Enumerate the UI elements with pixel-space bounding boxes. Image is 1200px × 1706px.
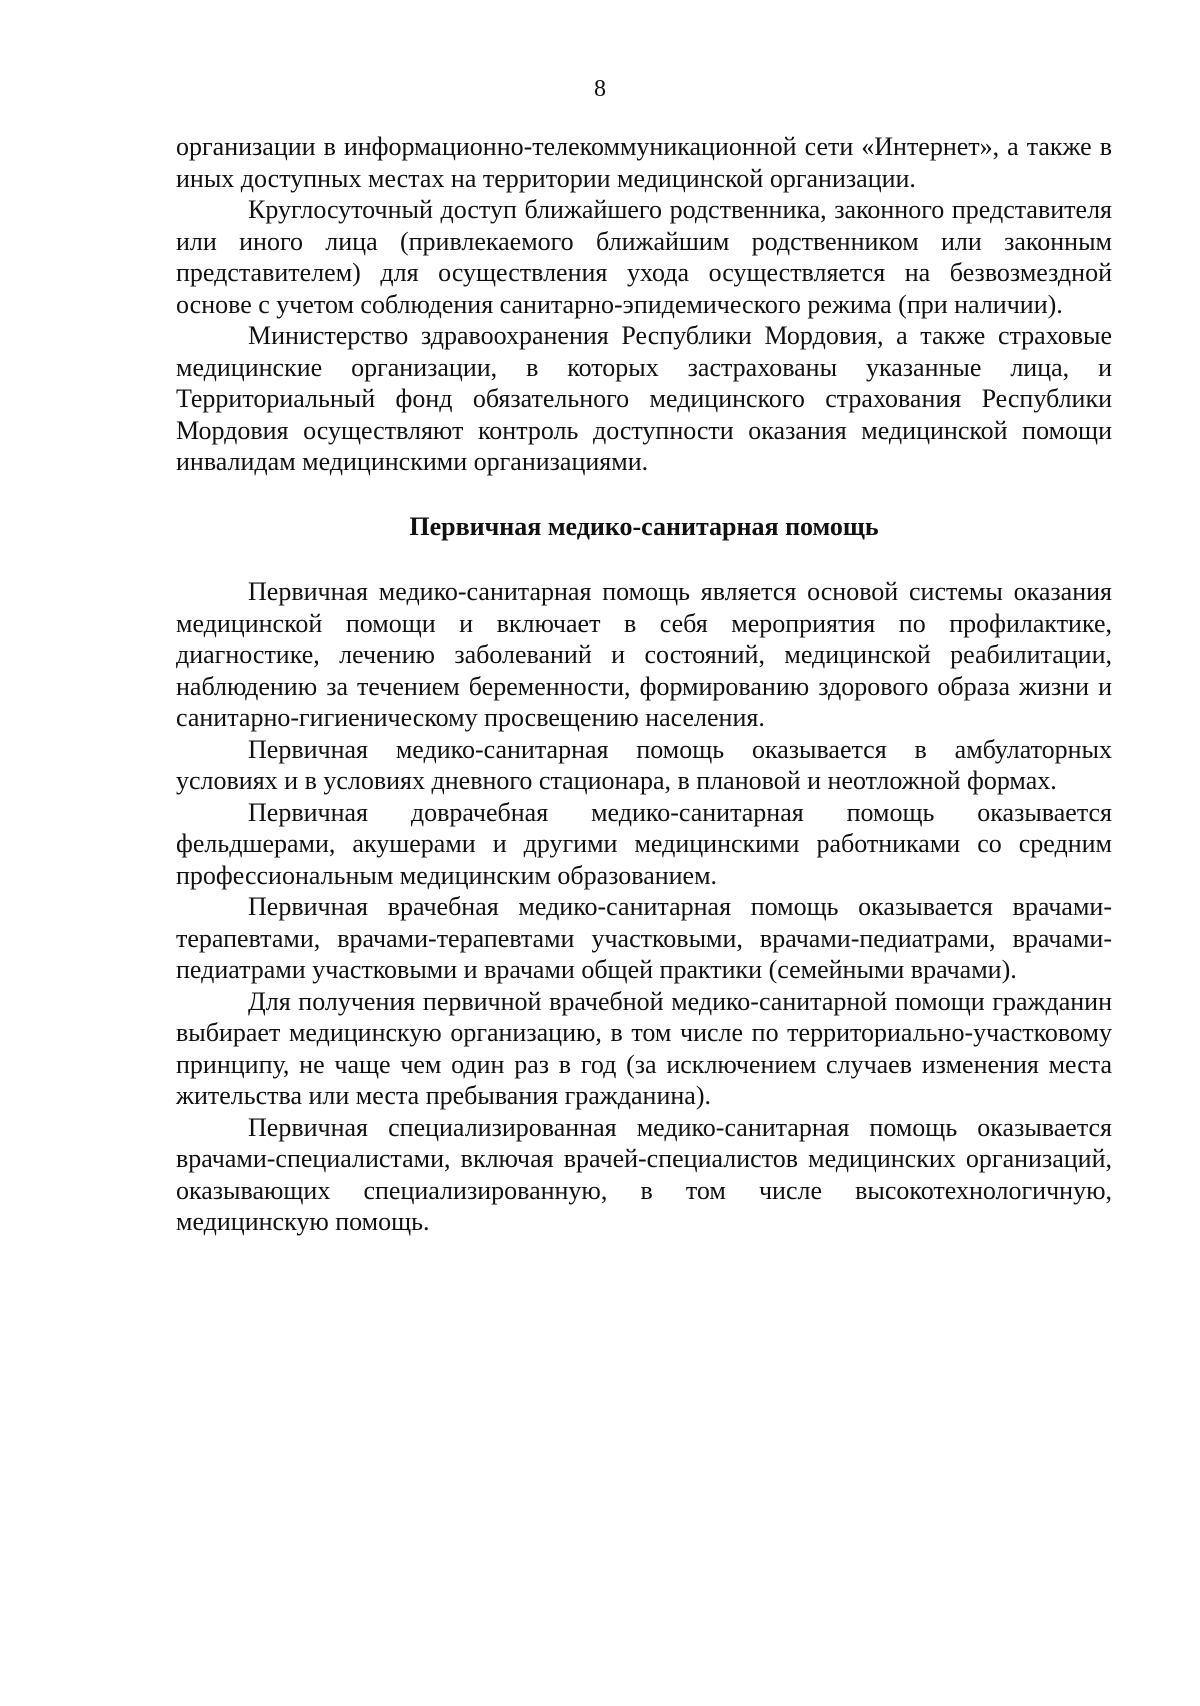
paragraph-physician-care: Первичная врачебная медико-санитарная помощь оказывается врачами-терапевтами, врачами-терапевтами участковыми, врачами-педиатрами, врачами-педиатрами участковыми и врачами общей практики (семейными врачами). bbox=[176, 892, 1112, 984]
paragraph-continuation: организации в информационно-телекоммуникационной сети «Интернет», а также в иных доступных местах на территории медицинской организации. bbox=[176, 132, 1112, 193]
paragraph-specialized-care: Первичная специализированная медико-санитарная помощь оказывается врачами-специалистами, включая врачей-специалистов медицинских организаций, оказывающих специализированную, в том числе высокотехнологичную, медицинскую помощь. bbox=[176, 1112, 1112, 1236]
paragraph-pre-medical-care: Первичная доврачебная медико-санитарная помощь оказывается фельдшерами, акушерами и другими медицинскими работниками со средним профессиональным медицинским образованием. bbox=[176, 797, 1112, 890]
paragraph-primary-care-basis: Первичная медико-санитарная помощь является основой системы оказания медицинской помощи и включает в себя мероприятия по профилактике, диагностике, лечению заболеваний и состояний, медицинской реабилитации, наблюдению за течением беременности, формированию здорового образа жизни и санитарно-гигиеническому просвещению населения. bbox=[176, 577, 1112, 732]
section-heading: Первичная медико-санитарная помощь bbox=[409, 511, 879, 541]
document-body bbox=[176, 131, 1112, 1238]
paragraph-choice-of-organization: Для получения первичной врачебной медико-санитарной помощи гражданин выбирает медицинскую организацию, в том числе по территориально-участковому принципу, не чаще чем один раз в год (за исключением случаев изменения места жительства или места пребывания гражданина). bbox=[176, 986, 1112, 1110]
paragraph-care-conditions: Первичная медико-санитарная помощь оказывается в амбулаторных условиях и в условиях дневного стационара, в плановой и неотложной формах. bbox=[176, 734, 1112, 795]
page-number: 8 bbox=[594, 76, 606, 102]
paragraph-ministry-control: Министерство здравоохранения Республики Мордовия, а также страховые медицинские организации, в которых застрахованы указанные лица, и Территориальный фонд обязательного медицинского страхования Республики Мордовия осуществляют контроль доступности оказания медицинской помощи инвалидам медицинскими организациями. bbox=[176, 321, 1112, 476]
paragraph-caregiver-access: Круглосуточный доступ ближайшего родственника, законного представителя или иного лица (привлекаемого ближайшим родственником или законным представителем) для осуществления ухода осуществляется на безвозмездной основе с учетом соблюдения санитарно-эпидемического режима (при наличии). bbox=[176, 195, 1112, 319]
